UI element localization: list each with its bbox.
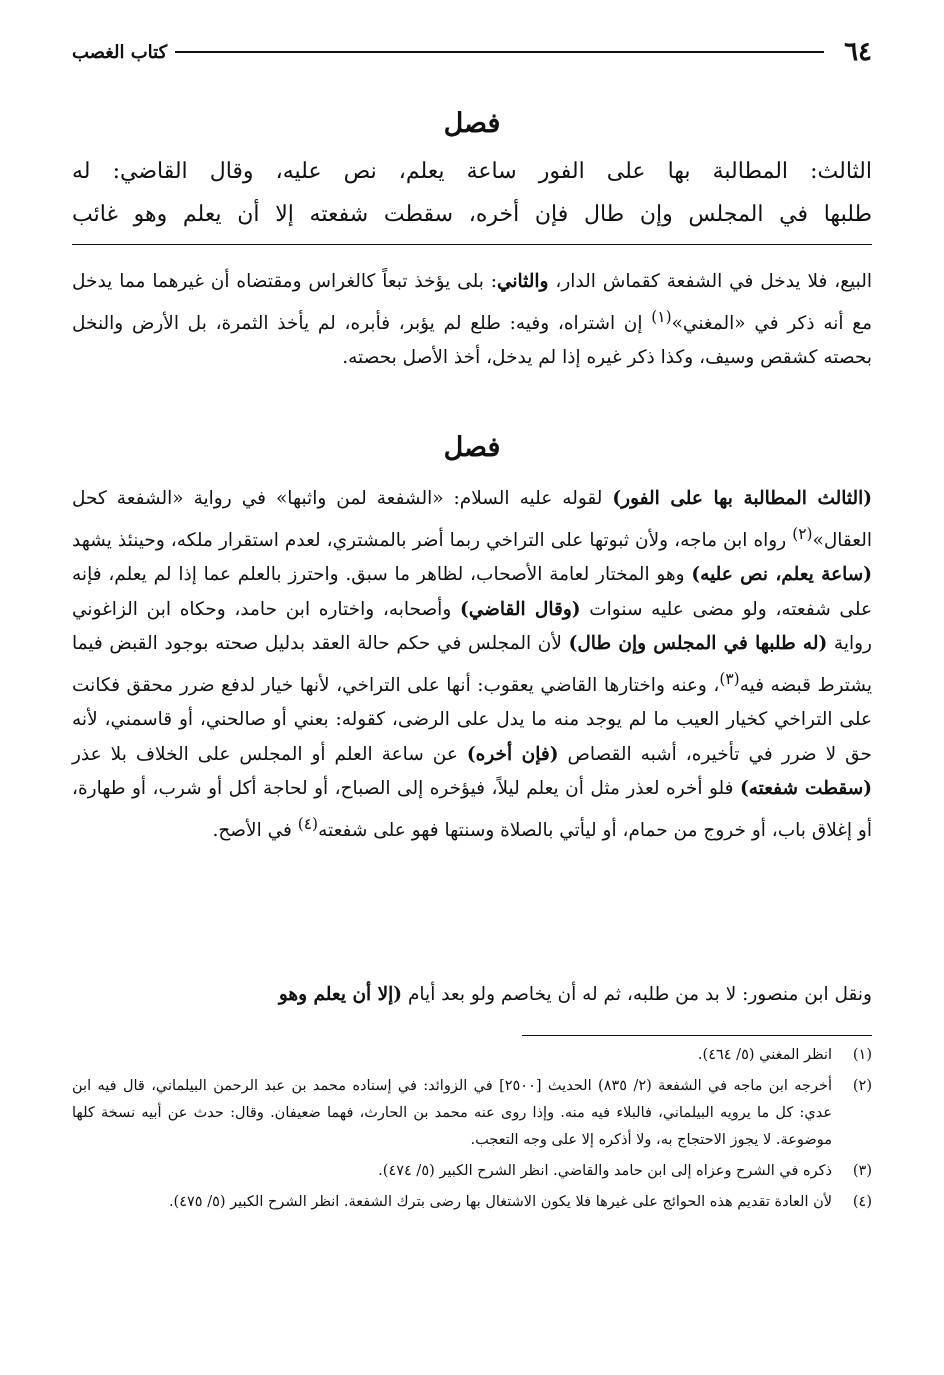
matn-separator [72,244,872,245]
text-run: إن اشتراه، وفيه: طلع لم يؤبر، فأبره، لم يأخذ الثمرة، بل الأرض والنخل بحصته كشقص وسيف، وكذا ذكر غيره إذا لم يدخل، أخذ الأصل بحصته. [72,312,872,369]
footnote-text: انظر المغني (٥/ ٤٦٤). [697,1047,832,1063]
commentary-paragraph-1 [72,482,872,848]
footnote [72,1158,872,1185]
header-rule [175,51,824,53]
running-title: كتاب الغصب [72,41,168,63]
commentary-paragraph-2 [72,978,872,1013]
footnote-ref: (٤) [297,814,319,833]
matn-line-1: الثالث: المطالبة بها على الفور ساعة يعلم، نص عليه، وقال القاضي: له [72,159,872,184]
footnote-number: (٢) [852,1078,872,1094]
footnote-text: لأن العادة تقديم هذه الحوائج على غيرها فلا يكون الاشتغال بها رضى بترك الشفعة. انظر الشرح الكبير (٥/ ٤٧٥). [168,1194,832,1210]
bold-run: والثاني [496,271,549,292]
bold-run: (الثالث المطالبة بها على الفور) [612,488,873,509]
footnote-ref: (٣) [719,669,740,688]
bold-run: (له طلبها في المجلس وإن طال) [568,633,828,655]
bold-run: (وقال القاضي) [459,598,581,620]
footnote-text: ذكره في الشرح وعزاه إلى ابن حامد والقاضي. انظر الشرح الكبير (٥/ ٤٧٤). [378,1163,832,1179]
footnote-number: (٣) [852,1163,872,1179]
footnotes [72,1042,872,1220]
bold-run: (سقطت شفعته) [739,778,873,800]
text-run: في الأصح. [212,819,292,841]
text-run: ونقل ابن منصور: لا بد من طلبه، ثم له أن يخاصم ولو بعد أيام [407,984,872,1005]
footnote [72,1042,872,1069]
text-run: لأن المجلس في حكم حالة العقد بدليل صحته بوجود القبض فيما يشترط قبضه فيه [72,633,873,696]
text-run: البيع، فلا يدخل في الشفعة كقماش الدار، [555,271,872,292]
footnote-ref: (٢) [792,524,813,543]
footnote-ref: (١) [651,307,672,326]
footnote [72,1189,872,1216]
bold-run: (فإن أخره) [466,743,559,765]
carryover-paragraph [72,265,872,376]
bold-run: (إلا أن يعلم وهو [278,984,403,1005]
page-header [72,36,872,68]
matn-line-2: طلبها في المجلس وإن طال فإن أخره، سقطت شفعته إلا أن يعلم وهو غائب [72,202,872,227]
text-run: عن ساعة العلم أو المجلس على الخلاف بلا عذر [72,743,458,765]
text-run: وهو المختار لعامة الأصحاب، لظاهر ما سبق. واحترز بالعلم عما إذا لم يعلم، فإنه على شفعته، ولو مضى عليه سنوات [72,564,872,620]
footnote-number: (١) [852,1047,872,1063]
footnote [72,1073,872,1154]
matn-text [72,150,872,236]
text-run: رواه ابن ماجه، ولأن ثبوتها على التراخي ربما أضر بالمشتري، لعدم استقرار ملكه، وحينئذ يشهد [72,529,787,551]
section-title-2: فصل [443,432,501,463]
text-run: فلو أخره لعذر مثل أن يعلم ليلاً، فيؤخره إلى الصباح، أو لحاجة أكل أو شرب، أو طهارة، أو إغلاق باب، أو خروج من حمام، أو ليأتي بالصلاة وسنتها فهو على شفعته [72,778,872,841]
bold-run: (ساعة يعلم، نص عليه) [691,564,873,586]
text-run: : بلى يؤخذ تبعاً كالغراس ومقتضاه أن غيرهما مما يدخل مع أنه ذكر في «المغني» [72,271,873,334]
footnote-separator [522,1035,872,1036]
footnote-text: أخرجه ابن ماجه في الشفعة (٢/ ٨٣٥) الحديث [٢٥٠٠] في الزوائد: في إسناده محمد بن عبد الرحمن البيلماني، قال فيه ابن عدي: كل ما يرويه البيلماني، فالبلاء فيه منه. وإذا روى عنه محمد بن الحارث، فهما ضعيفان. وقال: حدث عن أبيه نسخة كلها موضوعة. لا يجوز الاحتجاج به، ولا أذكره إلا على وجه التعجب. [72,1078,832,1148]
section-title-1: فصل [443,108,501,139]
text-run: لقوله عليه السلام: «الشفعة لمن واثبها» في رواية «الشفعة كحل العقال» [72,488,872,551]
page-number: ٦٤ [844,37,872,67]
text-run: وأصحابه، واختاره ابن حامد، وحكاه ابن الزاغوني رواية [72,598,872,655]
text-run: ، وعنه واختارها القاضي يعقوب: أنها على التراخي، لأنها خيار لدفع ضرر محقق فكانت على التراخي كخيار العيب ما لم يوجد منه ما يدل على الرضى، كقوله: بعني أو صالحني، أو قاسمني، لأنه حق لا ضرر في تأخيره، أشبه القصاص [72,674,872,765]
footnote-number: (٤) [852,1194,872,1210]
